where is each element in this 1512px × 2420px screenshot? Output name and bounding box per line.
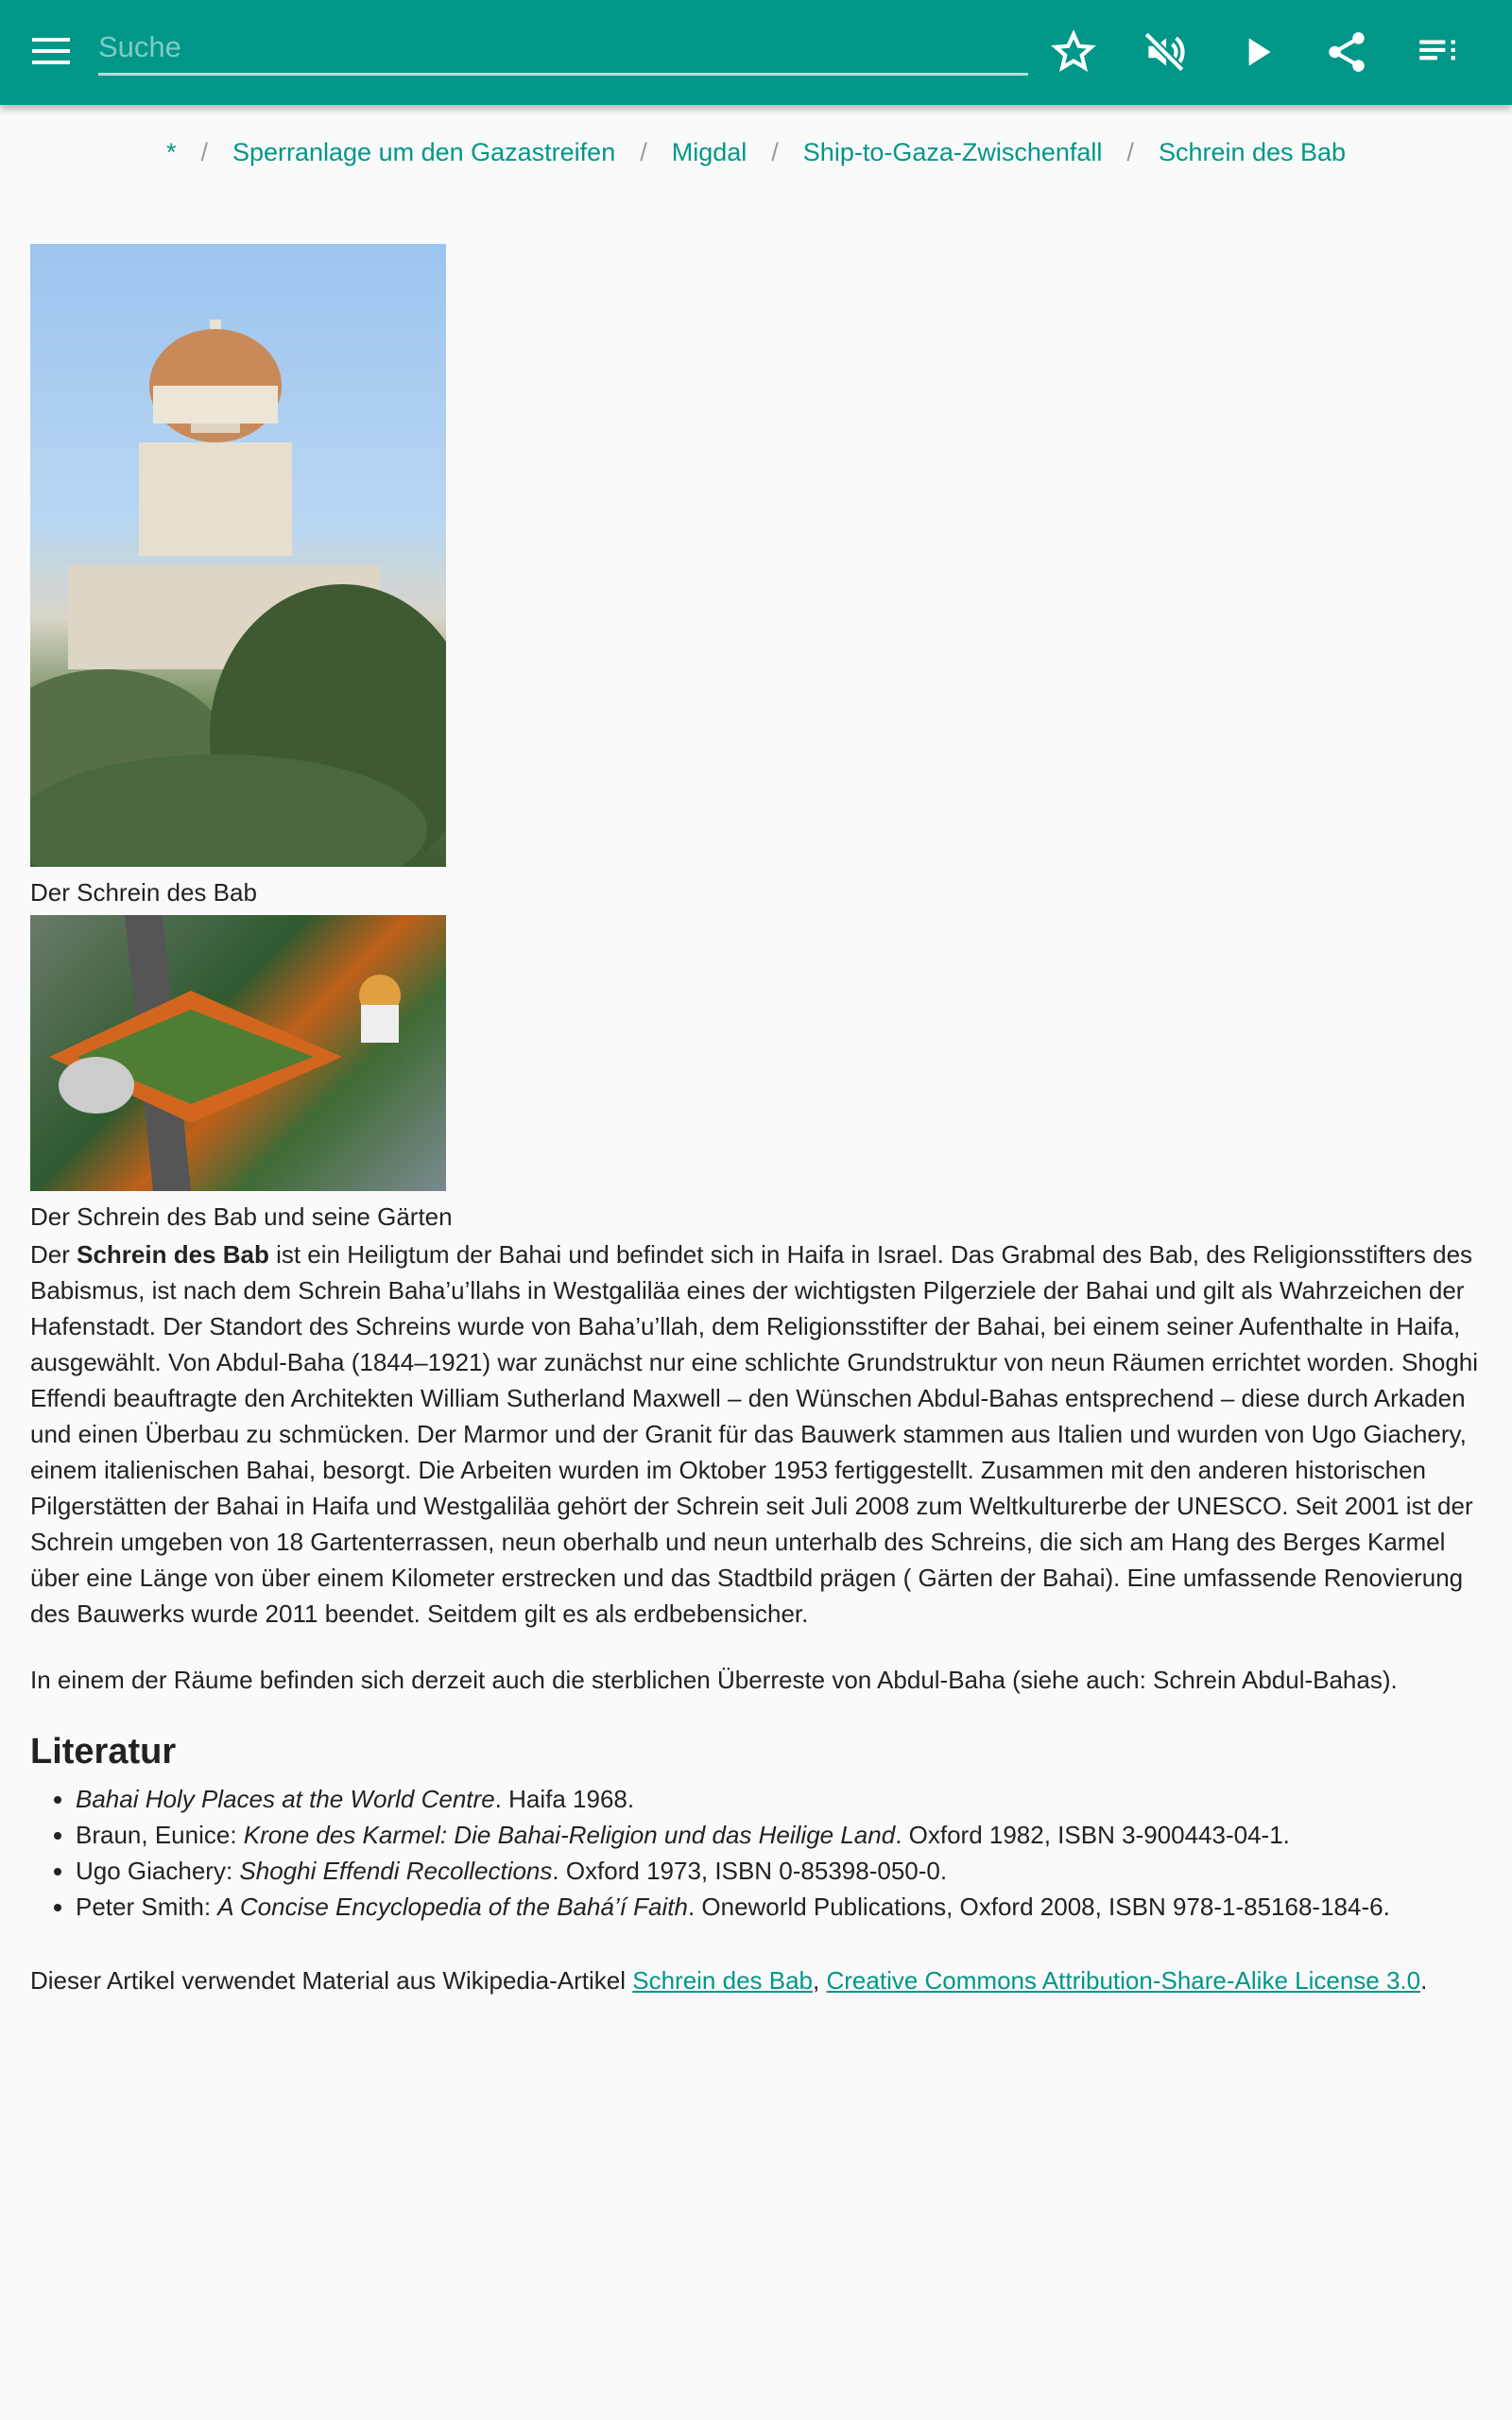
article-paragraph: In einem der Räume befinden sich derzeit auch die sterblichen Überreste von Abdul-Baha (siehe auch: Schrein Abdul-Bahas).	[30, 1666, 1398, 1694]
breadcrumb-item[interactable]: Ship-to-Gaza-Zwischenfall	[802, 138, 1103, 166]
star-icon[interactable]	[1050, 28, 1097, 76]
list-item: • Peter Smith: A Concise Encyclopedia of the Bahá’í Faith. Oneworld Publications, Oxford 2008, ISBN 978-1-85168-184-6.	[76, 1889, 1390, 1925]
shrine-photo[interactable]	[30, 244, 446, 867]
list-item: • Ugo Giachery: Shoghi Effendi Recollections. Oxford 1973, ISBN 0-85398-050-0.	[76, 1853, 1390, 1889]
figure-caption: Der Schrein des Bab und seine Gärten	[30, 1202, 453, 1231]
literature-list	[76, 1781, 1390, 1925]
article-paragraph: Der Schrein des Bab ist ein Heiligtum der Bahai und befindet sich in Haifa in Israel. Das Grabmal des Bab, des Religionsstifters des Babismus, ist nach dem Schrein Baha’u’llahs in Westgaliläa eines der wichtigsten Pilgerziele der Bahai und gilt als Wahrzeichen der Hafenstadt. Der Standort des Schreins wurde von Baha’u’llah, dem Religionsstifter der Bahai, bei einem seiner Aufenthalte in Haifa, ausgewählt. Von Abdul-Baha (1844–1921) war zunächst nur eine schlichte Grundstruktur von neun Räumen errichtet worden. Shoghi Effendi beauftragte den Architekten William Sutherland Maxwell – den Wünschen Abdul-Bahas entsprechend – diese durch Arkaden und einen Überbau zu schmücken. Der Marmor und der Granit für das Bauwerk stammen aus Italien und wurden von Ugo Giachery, einem italienischen Bahai, besorgt. Die Arbeiten wurden im Oktober 1953 fertiggestellt. Zusammen mit den anderen historischen Pilgerstätten der Bahai in Haifa und Westgaliläa gehört der Schrein seit Juli 2008 zum Weltkulturerbe der UNESCO. Seit 2001 ist der Schrein umgeben von 18 Gartenterrassen, neun oberhalb und neun unterhalb des Schreins, die sich am Hang des Berges Karmel über eine Länge von über einem Kilometer erstrecken und das Stadtbild prägen ( Gärten der Bahai). Eine umfassende Renovierung des Bauwerks wurde 2011 beendet. Seitdem gilt es als erdbebensicher.	[30, 1240, 1479, 1628]
license-link[interactable]: Creative Commons Attribution-Share-Alike License 3.0	[826, 1966, 1421, 1995]
volume-off-icon[interactable]	[1141, 28, 1188, 76]
playlist-icon[interactable]	[1414, 28, 1461, 76]
article-subject: Schrein des Bab	[77, 1240, 269, 1269]
search-input[interactable]	[98, 21, 1028, 76]
play-icon[interactable]	[1233, 28, 1280, 76]
breadcrumb-item[interactable]: Sperranlage um den Gazastreifen	[232, 138, 616, 166]
breadcrumb	[0, 138, 1512, 167]
section-heading: Literatur	[30, 1732, 177, 1772]
share-icon[interactable]	[1323, 28, 1370, 76]
breadcrumb-separator: /	[200, 138, 208, 166]
gardens-photo[interactable]	[30, 915, 446, 1191]
breadcrumb-item[interactable]: Schrein des Bab	[1158, 138, 1347, 166]
breadcrumb-separator: /	[771, 138, 779, 166]
list-item: • Bahai Holy Places at the World Centre. Haifa 1968.	[76, 1781, 1390, 1817]
breadcrumb-item[interactable]: Migdal	[671, 138, 747, 166]
breadcrumb-separator: /	[1126, 138, 1134, 166]
menu-icon[interactable]	[32, 38, 70, 66]
source-article-link[interactable]: Schrein des Bab	[632, 1966, 814, 1995]
list-item: • Braun, Eunice: Krone des Karmel: Die Bahai-Religion und das Heilige Land. Oxford 1982, ISBN 3-900443-04-1.	[76, 1817, 1390, 1853]
figure-caption: Der Schrein des Bab	[30, 878, 257, 907]
breadcrumb-item[interactable]: *	[165, 138, 177, 166]
attribution: Dieser Artikel verwendet Material aus Wikipedia-Artikel Schrein des Bab, Creative Commons Attribution-Share-Alike License 3.0.	[30, 1966, 1428, 1995]
breadcrumb-separator: /	[640, 138, 647, 166]
toolbar	[0, 0, 1512, 105]
